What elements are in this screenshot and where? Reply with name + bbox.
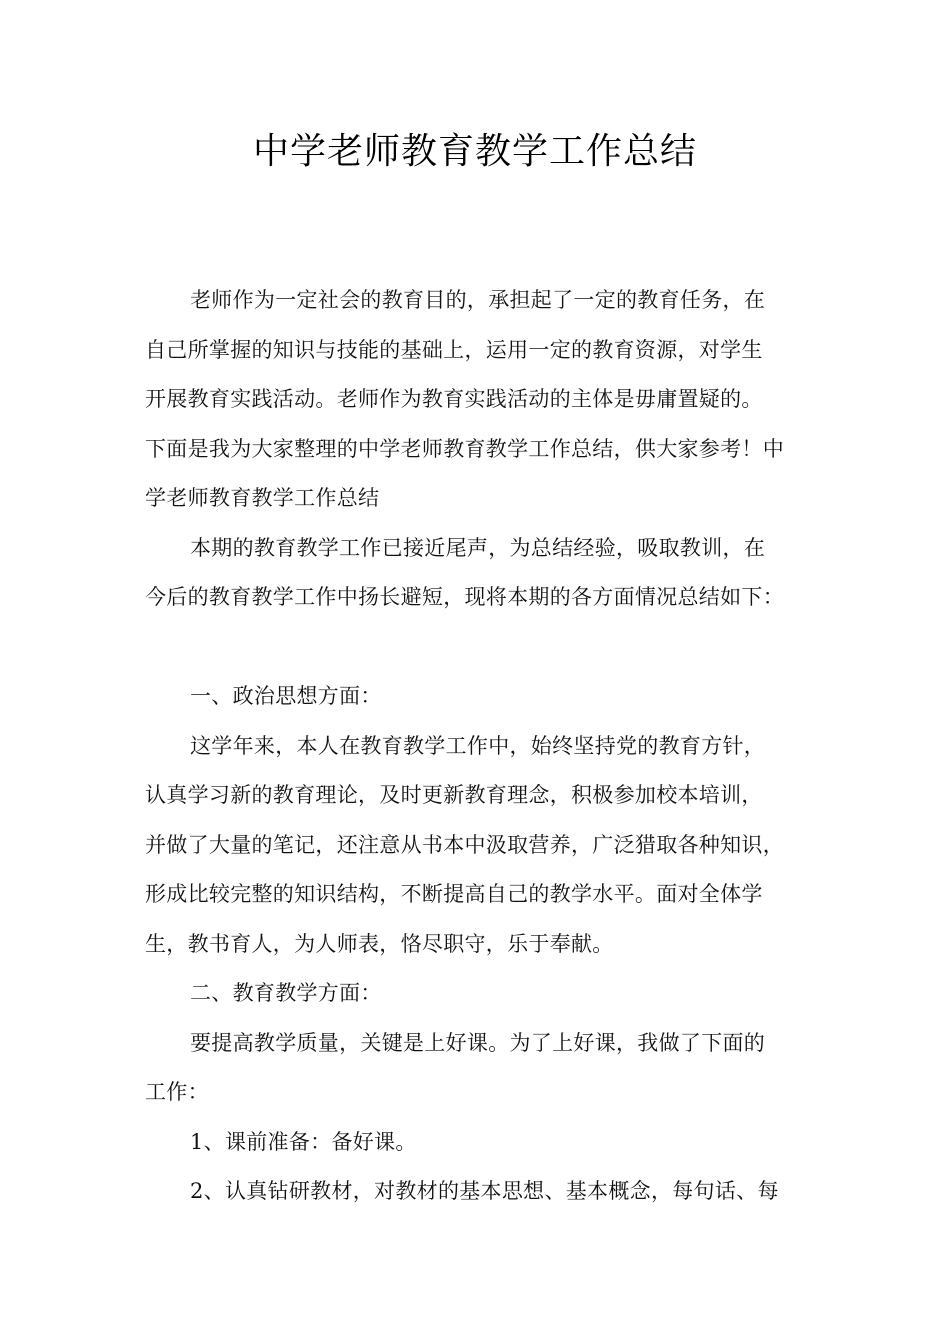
paragraph-line: 这学年来，本人在教育教学工作中，始终坚持党的教育方针， [190,734,766,758]
list-item: 2、认真钻研教材，对教材的基本思想、基本概念，每句话、每 [190,1179,779,1203]
paragraph-line: 下面是我为大家整理的中学老师教育教学工作总结，供大家参考！中 [145,437,784,461]
paragraph-line: 学老师教育教学工作总结 [145,486,380,510]
paragraph-line: 老师作为一定社会的教育目的，承担起了一定的教育任务，在 [190,288,766,312]
paragraph-line: 认真学习新的教育理论，及时更新教育理念，积极参加校本培训， [145,783,763,807]
document-title: 中学老师教育教学工作总结 [252,131,697,172]
paragraph-line: 开展教育实践活动。老师作为教育实践活动的主体是毋庸置疑的。 [145,387,763,411]
paragraph-line: 生，教书育人，为人师表，恪尽职守，乐于奉献。 [145,932,614,956]
paragraph-line: 形成比较完整的知识结构，不断提高自己的教学水平。面对全体学 [145,882,763,906]
paragraph-line: 要提高教学质量，关键是上好课。为了上好课，我做了下面的 [190,1031,766,1055]
section-heading: 一、政治思想方面： [190,684,382,708]
paragraph-line: 本期的教育教学工作已接近尾声，为总结经验，吸取教训，在 [190,536,766,560]
paragraph-line: 并做了大量的笔记，还注意从书本中汲取营养，广泛猎取各种知识， [145,833,784,857]
section-heading: 二、教育教学方面： [190,981,382,1005]
list-item: 1、课前准备：备好课。 [190,1130,417,1154]
paragraph-line: 自己所掌握的知识与技能的基础上，运用一定的教育资源，对学生 [145,338,763,362]
paragraph-line: 今后的教育教学工作中扬长避短，现将本期的各方面情况总结如下： [145,585,784,609]
paragraph-line: 工作： [145,1080,209,1104]
